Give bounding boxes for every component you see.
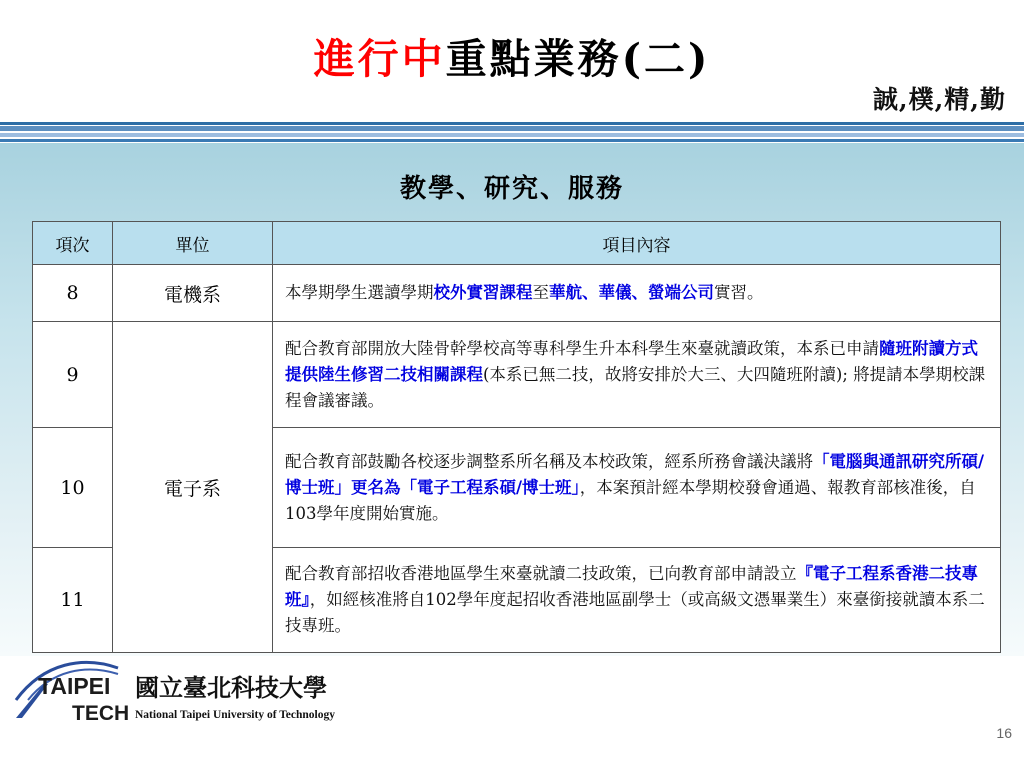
row-number: 11 (33, 548, 113, 653)
row-content (273, 428, 1001, 548)
title-highlight: 進行中 (313, 35, 446, 83)
body-text: 配合教育部招收香港地區學生來臺就讀二技政策，已向教育部申請設立 (285, 564, 797, 583)
body-text: 配合教育部開放大陸骨幹學校高等專科學生升本科學生來臺就讀政策，本系已申請 (285, 338, 879, 358)
highlighted-text: 華航、華儀、螢端公司 (549, 283, 714, 302)
highlighted-text: 校外實習課程 (433, 283, 533, 302)
logo-english-name: National Taipei University of Technology (135, 709, 336, 721)
row-content (273, 548, 1001, 653)
tasks-table (32, 221, 1001, 653)
logo-chinese-name: 國立臺北科技大學 (135, 673, 327, 702)
row-content (273, 265, 1001, 322)
header-content: 項目內容 (273, 222, 1001, 265)
body-text: ，本案預計經本學期校發會通過、報教育部核准後，自103學年度開始實施。 (285, 477, 976, 523)
logo-line1: TAIPEI (38, 673, 111, 699)
row-content (273, 322, 1001, 428)
header-stripe (0, 133, 1024, 137)
body-text: 實習。 (714, 283, 764, 302)
body-text: 配合教育部鼓勵各校逐步調整系所名稱及本校政策，經系所務會議決議將 (285, 451, 813, 471)
section-subtitle: 教學、研究、服務 (399, 174, 624, 204)
header-no: 項次 (33, 222, 113, 265)
table-header-row (33, 222, 1001, 265)
table-row (33, 322, 1001, 428)
slide-title (0, 26, 1024, 85)
body-text: (本系已無二技，故將安排於大三、大四隨班附讀); 將提請本學期校課程會議審議。 (285, 364, 986, 410)
logo-line2: TECH (72, 702, 130, 724)
body-text: 至 (532, 283, 549, 302)
row-number: 10 (33, 428, 113, 548)
highlighted-text: 隨班附讀方式提供陸生修習二技相關課程 (285, 338, 978, 384)
header-unit: 單位 (113, 222, 273, 265)
body-text: ，如經核准將自102學年度起招收香港地區副學士（或高級文憑畢業生）來臺銜接就讀本系二技專班。 (285, 590, 985, 635)
highlighted-text: 『電子工程系香港二技專班』 (285, 564, 978, 609)
row-unit: 電機系 (113, 265, 273, 322)
header-stripe (0, 139, 1024, 142)
body-text: 本學期學生選讀學期 (285, 283, 434, 302)
table-row (33, 265, 1001, 322)
header-stripe (0, 122, 1024, 125)
title-main: 重點業務(二) (445, 35, 711, 83)
header-stripe (0, 126, 1024, 131)
school-motto: 誠,樸,精,勤 (872, 85, 1006, 114)
row-number: 9 (33, 322, 113, 428)
university-logo (14, 660, 354, 724)
row-unit: 電子系 (113, 322, 273, 653)
row-number: 8 (33, 265, 113, 322)
highlighted-text: 「電腦與通訊研究所碩/博士班」更名為「電子工程系碩/博士班」 (285, 451, 985, 497)
page-number: 16 (996, 725, 1012, 741)
